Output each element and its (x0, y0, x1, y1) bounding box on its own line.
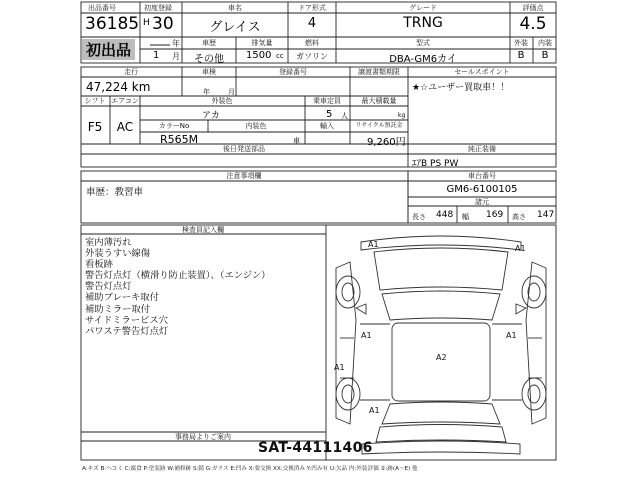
shift-label: シフト (84, 97, 106, 105)
color-no-label: カラーNo (158, 122, 190, 130)
damage-mark: A1 (515, 244, 526, 253)
vehicle-type: その他 (194, 54, 224, 65)
car-damage-diagram (326, 228, 556, 458)
model-label: 型式 (416, 39, 430, 47)
lot-no-label: 出品番号 (88, 4, 116, 12)
width: 169 (486, 210, 504, 220)
fuel: ガソリン (296, 52, 328, 61)
doors-label: ドア形式 (298, 4, 326, 12)
load-unit: kg (398, 112, 406, 119)
note-line: 看板跡 (85, 259, 113, 271)
height: 147 (537, 210, 555, 220)
era: H (143, 18, 150, 28)
selling-point: ★☆ユーザー買取車！！ (412, 83, 510, 93)
color-no: R565M (160, 133, 199, 146)
note-line: 補助ミラー取付 (85, 303, 151, 315)
model: DBA-GM6カイ (389, 54, 457, 65)
capacity: 5 (326, 109, 333, 120)
import-label: 輸入 (320, 122, 334, 130)
displacement: 1500 (246, 50, 272, 61)
ac: AC (116, 120, 134, 134)
note-line: 警告灯点灯（横滑り防止装置）、（エンジン） (85, 270, 271, 282)
recycle-docs-label: 譲渡書類期限 (358, 68, 400, 76)
sat-code: SAT-44111406 (258, 440, 373, 456)
inspection-year-unit: 年 (203, 88, 210, 96)
import-unit: 車 (293, 137, 300, 145)
note-line: 外装うすい線傷 (85, 248, 151, 260)
selling-point-label: セールスポイント (454, 68, 510, 76)
damage-mark: A1 (368, 240, 379, 249)
month-unit: 月 (172, 52, 180, 61)
first-reg-label: 初度登録 (144, 4, 172, 12)
damage-mark: A1 (506, 331, 517, 340)
exterior-grade: B (517, 50, 525, 61)
office-label: 事務局よりご案内 (175, 433, 231, 441)
length-label: 長さ (412, 213, 426, 221)
equipment: ｴｱB PS PW (412, 159, 459, 169)
inspection-month-unit: 月 (228, 88, 235, 96)
displacement-unit: cc (276, 52, 284, 60)
damage-mark: A1 (369, 406, 380, 415)
dimensions-label: 諸元 (475, 198, 489, 206)
damage-mark: A1 (361, 331, 372, 340)
color: アカ (202, 111, 220, 121)
exterior-label: 外装 (514, 39, 528, 47)
note-line: 補助ブレーキ取付 (85, 292, 160, 304)
car-name: グレイス (209, 20, 261, 35)
recycle-fee-label: リサイクル預託金 (355, 122, 403, 129)
first-listing-badge: 初出品 (82, 39, 135, 60)
load-label: 最大積載量 (361, 97, 397, 105)
note-line: 警告灯点灯 (85, 281, 132, 293)
mileage: 47,224 km (86, 80, 151, 94)
vehicle-type-label: 車歴 (202, 39, 216, 47)
doors: 4 (307, 16, 317, 31)
note-line: サイドミラービス穴 (85, 314, 169, 326)
note-line: パワステ警告灯点灯 (85, 325, 169, 337)
year-unit: 年 (172, 39, 180, 48)
equipment-label: 純正装備 (468, 145, 496, 153)
notes-label: 注意事項欄 (226, 172, 262, 180)
capacity-label: 乗車定員 (313, 97, 341, 105)
capacity-unit: 人 (341, 112, 348, 120)
grade-label: グレード (409, 4, 437, 12)
shift: F5 (87, 120, 103, 134)
chassis-number: GM6-6100105 (446, 184, 518, 195)
car-name-label: 車名 (228, 4, 242, 12)
legend-footer: A:キズ B:ヘコミ C:腐食 P:塗装跡 W:補修跡 S:錆 G:ガラス E:凹み X:要交換 XX:交換済み Y:凹み有 U:欠品 内:外装評価 ②:跡(A～E) 他 (82, 466, 418, 472)
score-label: 評価点 (522, 4, 544, 12)
score: 4.5 (519, 14, 547, 34)
damage-mark: A2 (436, 353, 447, 362)
recycle-fee: 9,260円 (367, 137, 406, 148)
interior-label: 内装 (538, 39, 552, 47)
damage-mark: A1 (334, 363, 345, 372)
inspection-label: 車検 (202, 68, 216, 76)
fuel-label: 燃料 (305, 39, 319, 47)
int-color-label: 内装色 (245, 122, 267, 130)
inspection-title: 検査員記入欄 (182, 226, 224, 234)
notes-value: 車歴：教習車 (86, 187, 144, 198)
mileage-label: 走行 (124, 68, 138, 76)
color-label: 外装色 (211, 97, 233, 105)
width-label: 幅 (462, 213, 469, 221)
chassis-label: 車台番号 (468, 172, 496, 180)
lot-number: 36185 (85, 14, 140, 34)
inspection-notes (85, 237, 270, 337)
reg-year: 30 (152, 14, 174, 34)
note-line: 室内薄汚れ (85, 237, 132, 248)
length: 448 (436, 210, 454, 220)
reg-month: 1 (153, 50, 160, 61)
displacement-label: 排気量 (251, 39, 273, 47)
accessories-label: 後日発送部品 (223, 145, 265, 153)
grade: TRNG (403, 15, 443, 31)
interior-grade: B (541, 50, 549, 61)
ac-label: エアコン (111, 97, 139, 105)
height-label: 高さ (512, 213, 526, 221)
reg-no-label: 登録番号 (279, 68, 307, 76)
